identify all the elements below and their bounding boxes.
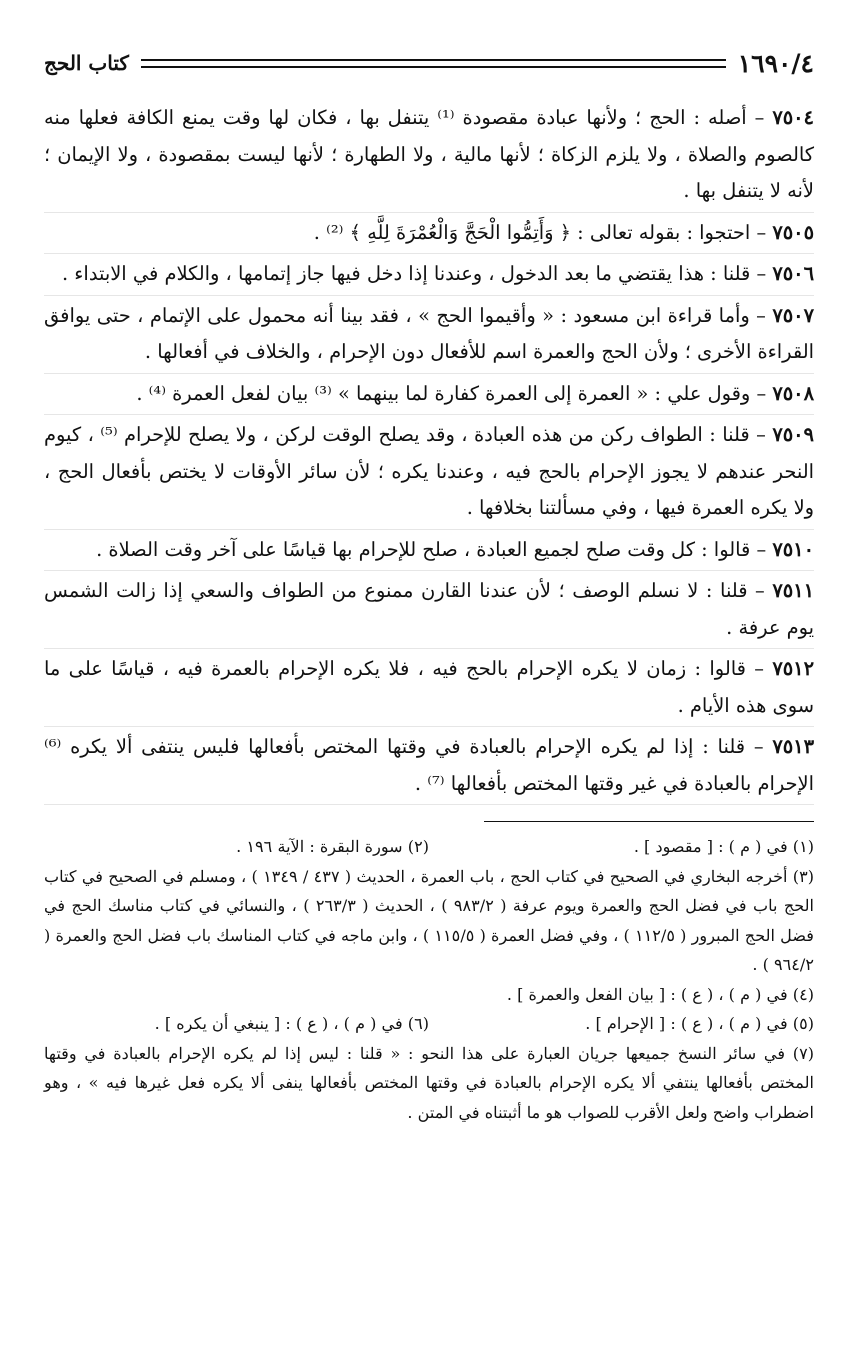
paragraph-number: ٧٥٠٩ [772, 423, 814, 446]
paragraph-number: ٧٥١٣ [772, 735, 814, 758]
footnote-5: (٥) في ( م ) ، ( ع ) : [ الإحرام ] . [585, 1014, 814, 1033]
paragraph-7512 [44, 651, 814, 727]
book-title: كتاب الحج [44, 51, 129, 75]
footnote-row [44, 1009, 814, 1039]
page-header [44, 40, 814, 86]
paragraph-7511 [44, 573, 814, 649]
paragraph-number: ٧٥٠٥ [772, 220, 814, 244]
paragraph-number: ٧٥١١ [772, 579, 814, 602]
paragraph-7505 [44, 215, 814, 255]
paragraph-text: – قالوا : زمان لا يكره الإحرام بالحج فيه ، فلا يكره الإحرام بالعمرة فيه ، قياسًا على ما سوى هذه الأيام . [44, 657, 814, 717]
paragraph-number: ٧٥٠٦ [772, 262, 814, 285]
footnotes [44, 832, 814, 1127]
footnote-row [44, 832, 814, 862]
main-text [44, 100, 814, 805]
footnote-row [44, 980, 814, 1010]
book-page [44, 40, 814, 1310]
header-rule [141, 59, 726, 68]
paragraph-text: – قلنا : إذا لم يكره الإحرام بالعبادة في وقتها المختص بأفعالها فليس ينتفى ألا يكره ⁽⁶⁾ الإحرام بالعبادة في غير وقتها المختص بأفعالها ⁽⁷⁾ . [44, 735, 814, 795]
footnote-3: (٣) أخرجه البخاري في الصحيح في كتاب الحج ، باب العمرة ، الحديث ( ٤٣٧ / ١٣٤٩ ) ، ومسلم في الصحيح في كتاب الحج باب في فضل الحج والعمرة ويوم عرفة ( ٩٨٣/٢ ) ، الحديث ( ٢٦٣/٣ ) ، والنسائي في كتاب مناسك الحج في فضل الحج المبرور ( ١١٢/٥ ) ، وفي فضل العمرة ( ١١٥/٥ ) ، وابن ماجه في كتاب المناسك باب فضل الحج والعمرة ( ٩٦٤/٢ ) . [44, 866, 815, 974]
footnote-6: (٦) في ( م ) ، ( ع ) : [ ينبغي أن يكره ] . [154, 1014, 429, 1033]
paragraph-text: – احتجوا : بقوله تعالى : ﴿ وَأَتِمُّوا الْحَجَّ وَالْعُمْرَةَ لِلَّهِ ﴾ ⁽²⁾ . [313, 220, 773, 244]
paragraph-7504 [44, 100, 814, 213]
paragraph-text: – قلنا : الطواف ركن من هذه العبادة ، وقد يصلح الوقت لركن ، ولا يصلح للإحرام ⁽⁵⁾ ، كيوم النحر عندهم لا يجوز الإحرام بالحج فيه ، وعندنا يكره ؛ لأن سائر الأوقات لا يختص بأفعال الحج ، ولا يكره العمرة فيها ، وفي مسألتنا بخلافها . [44, 423, 814, 519]
paragraph-7509 [44, 417, 814, 530]
paragraph-7507 [44, 298, 814, 374]
paragraph-number: ٧٥١٢ [772, 657, 814, 680]
paragraph-7510 [44, 532, 814, 572]
footnote-4: (٤) في ( م ) ، ( ع ) : [ بيان الفعل والعمرة ] . [506, 984, 814, 1004]
paragraph-text: – قلنا : لا نسلم الوصف ؛ لأن عندنا القارن ممنوع من الطواف والسعي إذا زالت الشمس يوم عرفة . [44, 579, 814, 639]
paragraph-number: ٧٥٠٨ [772, 381, 814, 405]
paragraph-text: – أصله : الحج ؛ ولأنها عبادة مقصودة ⁽¹⁾ يتنفل بها ، فكان لها وقت يمنع الكافة فعلها منه كالصوم والصلاة ، ولا يلزم الزكاة ؛ لأنها مالية ، ولا الطهارة ؛ لأنها ليست بمقصودة ، ولا الإيمان ؛ لأنه لا يتنفل بها . [44, 106, 814, 202]
paragraph-number: ٧٥٠٤ [772, 106, 814, 129]
paragraph-text: – وأما قراءة ابن مسعود : « وأقيموا الحج » ، فقد بينا أنه محمول على الإتمام ، حتى يوافق القراءة الأخرى ؛ ولأن الحج والعمرة اسم للأفعال دون الإحرام ، والخلاف في أفعالها . [44, 303, 814, 363]
footnote-2: (٢) سورة البقرة : الآية ١٩٦ . [236, 837, 429, 856]
paragraph-7513 [44, 729, 814, 805]
footnote-1: (١) في ( م ) : [ مقصود ] . [633, 837, 814, 856]
paragraph-7508 [44, 376, 814, 416]
paragraph-text: – وقول علي : « العمرة إلى العمرة كفارة لما بينهما » ⁽³⁾ بيان لفعل العمرة ⁽⁴⁾ . [136, 381, 773, 405]
paragraph-7506 [44, 256, 814, 296]
paragraph-number: ٧٥٠٧ [772, 303, 815, 327]
page-number: ١٦٩٠/٤ [737, 48, 814, 78]
paragraph-text: – قلنا : هذا يقتضي ما بعد الدخول ، وعندنا إذا دخل فيها جاز إتمامها ، والكلام في الابتداء . [61, 262, 773, 285]
paragraph-text: – قالوا : كل وقت صلح لجميع العبادة ، صلح للإحرام بها قياسًا على آخر وقت الصلاة . [96, 537, 773, 561]
paragraph-number: ٧٥١٠ [772, 537, 814, 561]
footnote-divider [484, 821, 814, 822]
footnote-7: (٧) في سائر النسخ جميعها جريان العبارة على هذا النحو : « قلنا : ليس إذا لم يكره الإحرام بالعبادة في وقتها المختص بأفعالها ينتفي ألا يكره الإحرام بالعبادة في وقتها المختص بأفعالها ينفى ألا يكره فعل غيرها فيه » ، وهو اضطراب واضح ولعل الأقرب للصواب هو ما أثبتناه في المتن . [44, 1043, 814, 1122]
